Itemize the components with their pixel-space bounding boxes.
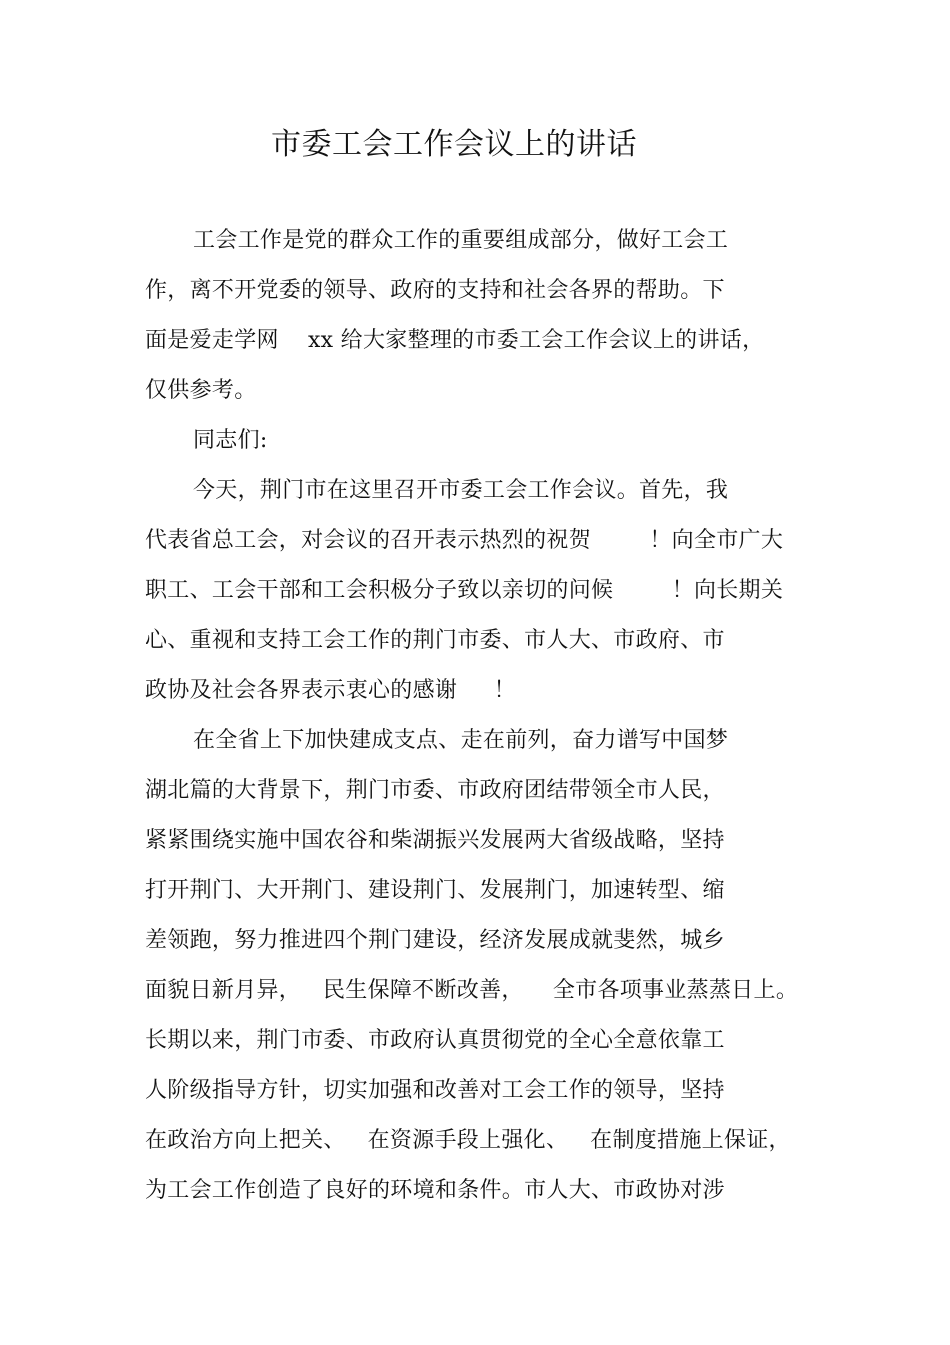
paragraph-line: 在全省上下加快建成支点、走在前列，奋力谱写中国梦 — [193, 728, 729, 753]
paragraph-line: 今天，荆门市在这里召开市委工会工作会议。首先，我 — [193, 478, 729, 503]
paragraph-line: 在政治方向上把关、 在资源手段上强化、 在制度措施上保证， — [145, 1128, 791, 1153]
paragraph-line: 政协及社会各界表示衷心的感谢 ！ — [145, 678, 516, 703]
paragraph-line: 心、重视和支持工会工作的荆门市委、市人大、市政府、市 — [145, 628, 725, 653]
paragraph-line: 代表省总工会，对会议的召开表示热烈的祝贺 ！向全市广大 — [145, 528, 784, 553]
paragraph-line: 湖北篇的大背景下，荆门市委、市政府团结带领全市人民， — [145, 778, 725, 803]
paragraph-line: 打开荆门、大开荆门、建设荆门、发展荆门，加速转型、缩 — [145, 878, 725, 903]
paragraph-line: 职工、工会干部和工会积极分子致以亲切的问候 ！向长期关 — [145, 578, 784, 603]
paragraph-line: 差领跑，努力推进四个荆门建设，经济发展成就斐然，城乡 — [145, 928, 725, 953]
paragraph-line: 紧紧围绕实施中国农谷和柴湖振兴发展两大省级战略，坚持 — [145, 828, 725, 853]
paragraph-line: 工会工作是党的群众工作的重要组成部分，做好工会工 — [193, 228, 729, 253]
paragraph-line: 作，离不开党委的领导、政府的支持和社会各界的帮助。下 — [145, 278, 725, 303]
paragraph-line: 仅供参考。 — [145, 378, 257, 403]
document-title: 市委工会工作会议上的讲话 — [271, 127, 637, 162]
paragraph-line: 面貌日新月异， 民生保障不断改善， 全市各项事业蒸蒸日上。 — [145, 978, 799, 1003]
salutation-line: 同志们: — [193, 428, 268, 453]
paragraph-line: 人阶级指导方针，切实加强和改善对工会工作的领导，坚持 — [145, 1078, 725, 1103]
paragraph-line: 长期以来，荆门市委、市政府认真贯彻党的全心全意依靠工 — [145, 1028, 725, 1053]
paragraph-line: 为工会工作创造了良好的环境和条件。市人大、市政协对涉 — [145, 1178, 725, 1203]
paragraph-line: 面是爱走学网 xx 给大家整理的市委工会工作会议上的讲话， — [145, 328, 765, 353]
